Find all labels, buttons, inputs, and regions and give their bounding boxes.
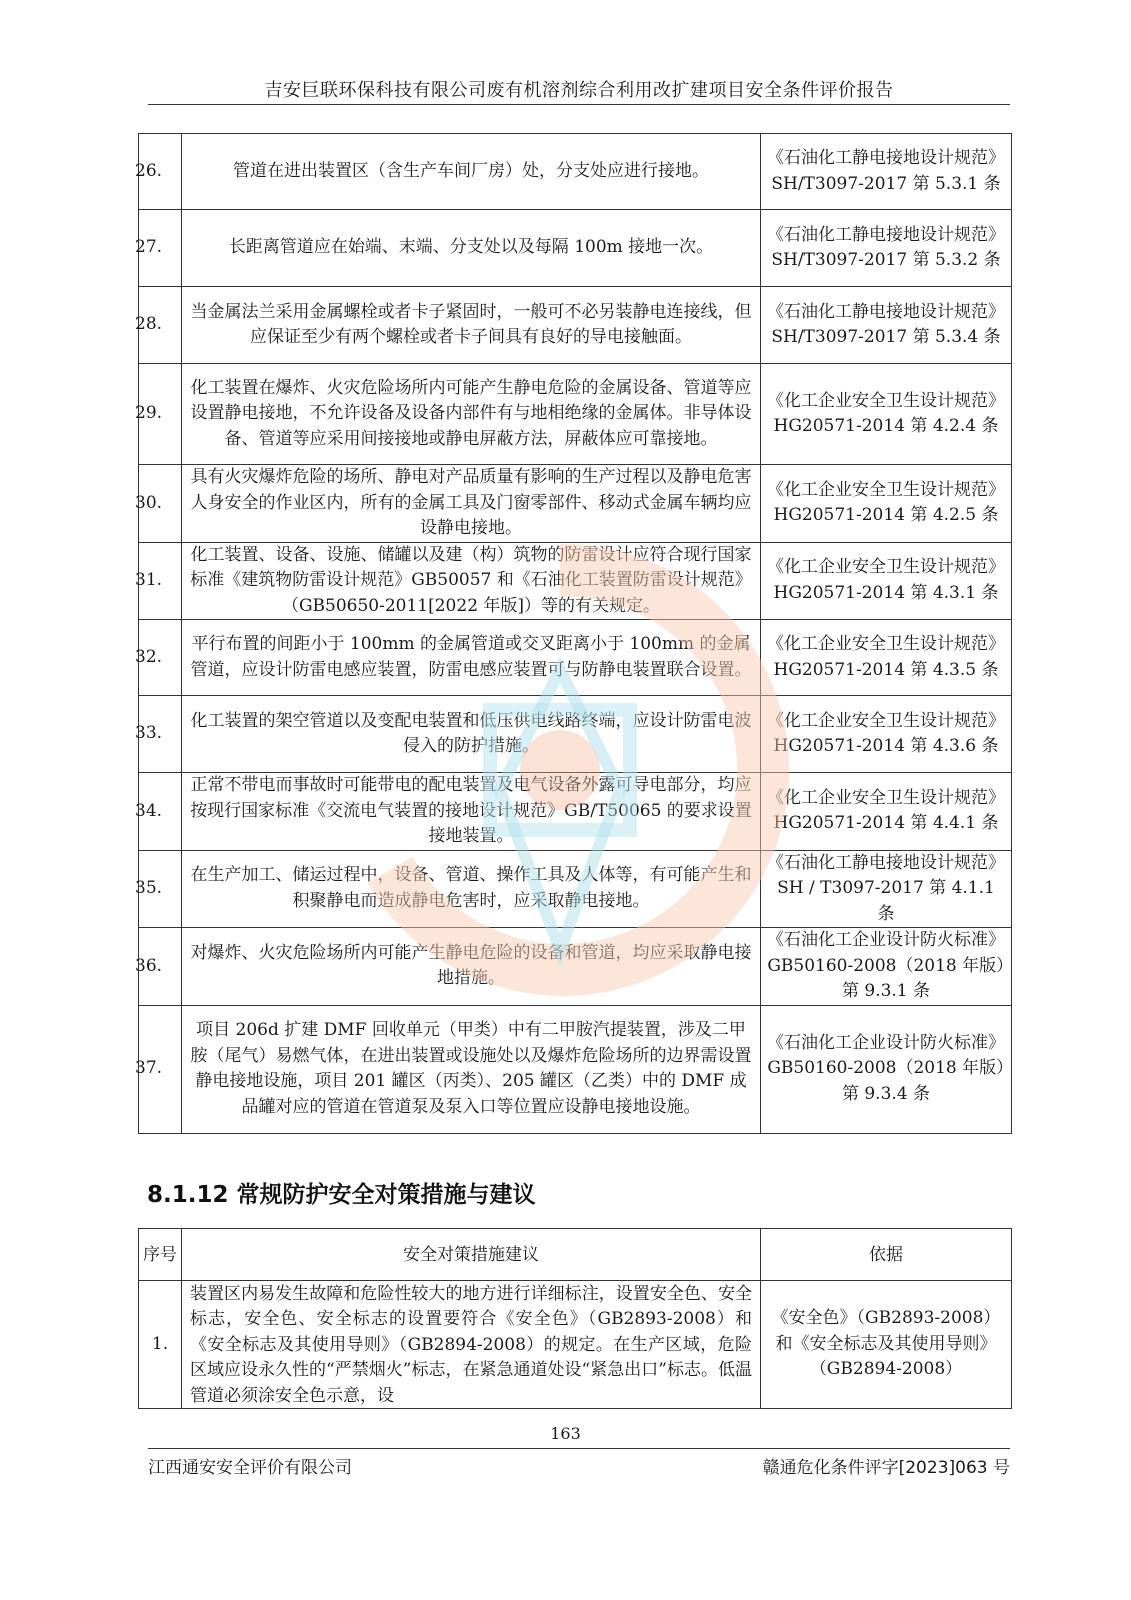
row-basis: 《石油化工静电接地设计规范》SH/T3097-2017 第 5.3.1 条 bbox=[761, 134, 1012, 210]
row-requirement: 对爆炸、火灾危险场所内可能产生静电危险的设备和管道，均应采取静电接地措施。 bbox=[182, 928, 761, 1006]
footer-document-number: 赣通危化条件评字[2023]063 号 bbox=[762, 1458, 1010, 1478]
row-number: 28. bbox=[135, 314, 163, 335]
table-row bbox=[139, 287, 1012, 364]
row-number: 35. bbox=[135, 878, 163, 898]
row-basis: 《安全色》（GB2893-2008）和《安全标志及其使用导则》（GB2894-2008） bbox=[761, 1281, 1012, 1409]
table-row bbox=[139, 1281, 1012, 1409]
row-requirement: 平行布置的间距小于 100mm 的金属管道或交叉距离小于 100mm 的金属管道，应设计防雷电感应装置，防雷电感应装置可与防静电装置联合设置。 bbox=[182, 620, 761, 696]
table-row bbox=[139, 850, 1012, 928]
row-number: 31. bbox=[135, 570, 163, 590]
row-number-cell bbox=[135, 696, 182, 773]
row-basis: 《石油化工静电接地设计规范》SH / T3097-2017 第 4.1.1 条 bbox=[761, 850, 1012, 928]
row-requirement: 在生产加工、储运过程中，设备、管道、操作工具及人体等，有可能产生和积聚静电而造成静电危害时，应采取静电接地。 bbox=[182, 850, 761, 928]
row-basis: 《石油化工静电接地设计规范》SH/T3097-2017 第 5.3.4 条 bbox=[761, 287, 1012, 364]
row-number-cell bbox=[135, 850, 182, 928]
row-requirement: 化工装置、设备、设施、储罐以及建（构）筑物的防雷设计应符合现行国家标准《建筑物防雷设计规范》GB50057 和《石油化工装置防雷设计规范》（GB50650-2011[2022 年版]）等的有关规定。 bbox=[182, 542, 761, 620]
table-row bbox=[139, 364, 1012, 465]
row-number: 26. bbox=[135, 160, 163, 181]
row-requirement bbox=[182, 1281, 761, 1409]
row-requirement: 当金属法兰采用金属螺栓或者卡子紧固时，一般可不必另装静电连接线，但应保证至少有两个螺栓或者卡子间具有良好的导电接触面。 bbox=[182, 287, 761, 364]
table-row bbox=[139, 1005, 1012, 1133]
row-basis: 《化工企业安全卫生设计规范》HG20571-2014 第 4.4.1 条 bbox=[761, 773, 1012, 851]
row-number: 33. bbox=[135, 723, 163, 744]
header-basis: 依据 bbox=[761, 1229, 1012, 1281]
row-requirement-text: 装置区内易发生故障和危险性较大的地方进行详细标注，设置安全色、安全标志，安全色、安全标志的设置要符合《安全色》（GB2893-2008）和《安全标志及其使用导则》（GB2894-2008）的规定。在生产区域，危险区域应设永久性的“严禁烟火”标志，在紧急通道处设“紧急出口”标志。低温管道必须涂安全色示意，设 bbox=[190, 1283, 752, 1406]
table-row bbox=[139, 928, 1012, 1006]
row-number-cell bbox=[135, 542, 182, 620]
row-number: 1. bbox=[139, 1281, 182, 1409]
row-number: 32. bbox=[135, 646, 163, 667]
table-row bbox=[139, 696, 1012, 773]
row-number: 27. bbox=[135, 237, 163, 258]
row-number-cell bbox=[135, 773, 182, 851]
table-row bbox=[139, 134, 1012, 210]
header-req: 安全对策措施建议 bbox=[182, 1229, 761, 1281]
page-footer bbox=[148, 1448, 1010, 1478]
table-row bbox=[139, 465, 1012, 543]
table-row bbox=[139, 210, 1012, 287]
page-number: 163 bbox=[550, 1424, 581, 1443]
row-number-cell bbox=[135, 364, 182, 465]
table-row bbox=[139, 542, 1012, 620]
row-basis: 《石油化工企业设计防火标准》GB50160-2008（2018 年版）第 9.3.1 条 bbox=[761, 928, 1012, 1006]
row-number: 36. bbox=[135, 955, 163, 976]
row-number-cell bbox=[135, 210, 182, 287]
section-title: 8.1.12 常规防护安全对策措施与建议 bbox=[147, 1182, 536, 1208]
row-requirement: 项目 206d 扩建 DMF 回收单元（甲类）中有二甲胺汽提装置，涉及二甲胺（尾气）易燃气体，在进出装置或设施处以及爆炸危险场所的边界需设置静电接地设施，项目 201 罐区（丙类）、205 罐区（乙类）中的 DMF 成品罐对应的管道在管道泵及泵入口等位置应设静电接地设施。 bbox=[182, 1005, 761, 1133]
row-basis: 《化工企业安全卫生设计规范》HG20571-2014 第 4.3.6 条 bbox=[761, 696, 1012, 773]
page-header: 吉安巨联环保科技有限公司废有机溶剂综合利用改扩建项目安全条件评价报告 bbox=[148, 78, 1010, 105]
row-basis: 《化工企业安全卫生设计规范》HG20571-2014 第 4.2.4 条 bbox=[761, 364, 1012, 465]
row-requirement: 长距离管道应在始端、末端、分支处以及每隔 100m 接地一次。 bbox=[182, 210, 761, 287]
row-requirement: 正常不带电而事故时可能带电的配电装置及电气设备外露可导电部分，均应按现行国家标准《交流电气装置的接地设计规范》GB/T50065 的要求设置接地装置。 bbox=[182, 773, 761, 851]
row-requirement: 化工装置的架空管道以及变配电装置和低压供电线路终端，应设计防雷电波侵入的防护措施。 bbox=[182, 696, 761, 773]
table-row bbox=[139, 773, 1012, 851]
row-number-cell bbox=[135, 620, 182, 696]
row-number: 30. bbox=[135, 492, 163, 513]
row-number-cell bbox=[135, 287, 182, 364]
row-number: 29. bbox=[135, 403, 163, 424]
header-num: 序号 bbox=[139, 1229, 182, 1281]
row-number-cell bbox=[135, 1005, 182, 1133]
row-basis: 《石油化工企业设计防火标准》GB50160-2008（2018 年版）第 9.3.4 条 bbox=[761, 1005, 1012, 1133]
table-row bbox=[139, 620, 1012, 696]
row-basis: 《化工企业安全卫生设计规范》HG20571-2014 第 4.2.5 条 bbox=[761, 465, 1012, 543]
row-number-cell bbox=[135, 134, 182, 210]
general-protection-table bbox=[138, 1228, 1012, 1409]
measures-table-continued bbox=[135, 133, 1012, 1134]
row-number: 37. bbox=[135, 1058, 163, 1079]
row-requirement: 具有火灾爆炸危险的场所、静电对产品质量有影响的生产过程以及静电危害人身安全的作业区内，所有的金属工具及门窗零部件、移动式金属车辆均应设静电接地。 bbox=[182, 465, 761, 543]
row-requirement: 管道在进出装置区（含生产车间厂房）处，分支处应进行接地。 bbox=[182, 134, 761, 210]
row-basis: 《石油化工静电接地设计规范》SH/T3097-2017 第 5.3.2 条 bbox=[761, 210, 1012, 287]
row-number: 34. bbox=[135, 800, 163, 821]
footer-company: 江西通安安全评价有限公司 bbox=[148, 1458, 352, 1478]
row-requirement: 化工装置在爆炸、火灾危险场所内可能产生静电危险的金属设备、管道等应设置静电接地，不允许设备及设备内部件有与地相绝缘的金属体。非导体设备、管道等应采用间接接地或静电屏蔽方法，屏蔽体应可靠接地。 bbox=[182, 364, 761, 465]
row-basis: 《化工企业安全卫生设计规范》HG20571-2014 第 4.3.1 条 bbox=[761, 542, 1012, 620]
row-number-cell bbox=[135, 928, 182, 1006]
row-number-cell bbox=[135, 465, 182, 543]
row-basis: 《化工企业安全卫生设计规范》HG20571-2014 第 4.3.5 条 bbox=[761, 620, 1012, 696]
